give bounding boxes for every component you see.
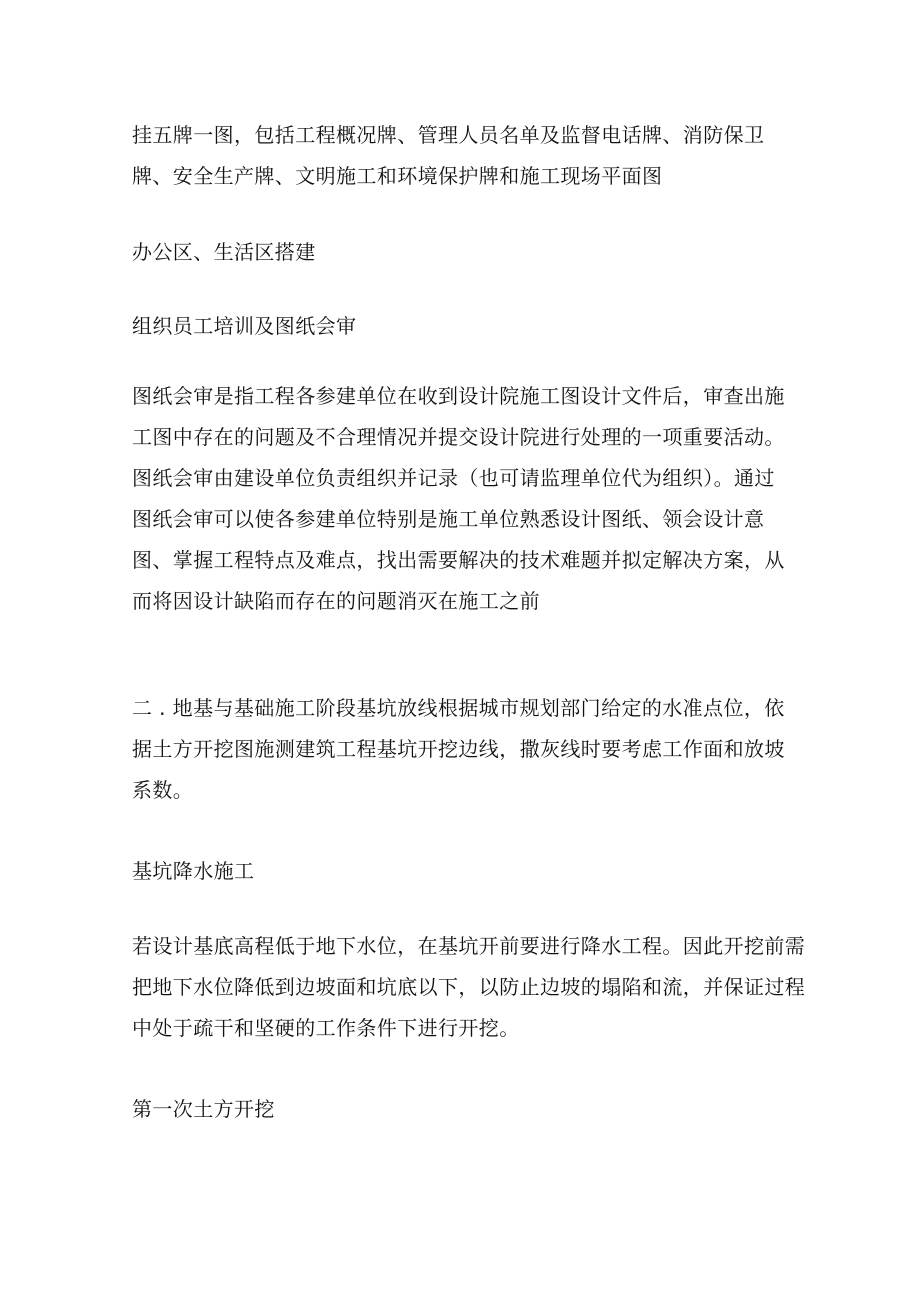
text-line: 图、掌握工程特点及难点，找出需要解决的技术难题并拟定解决方案，从 [132, 548, 785, 572]
text-line: 组织员工培训及图纸会审 [132, 314, 357, 338]
text-line: 第一次土方开挖 [132, 1097, 275, 1121]
paragraph-dewatering [132, 926, 804, 1049]
text-line: 办公区、生活区搭建 [132, 240, 316, 264]
text-line: 二 . 地基与基础施工阶段基坑放线根据城市规划部门给定的水准点位，依 [132, 696, 785, 720]
paragraph-dewatering-heading [132, 851, 804, 892]
text-line: 基坑降水施工 [132, 859, 255, 883]
text-line: 而将因设计缺陷而存在的问题消灭在施工之前 [132, 589, 540, 613]
text-line: 若设计基底高程低于地下水位，在基坑开前要进行降水工程。因此开挖前需 [132, 934, 806, 958]
paragraph-drawing-review [132, 376, 804, 622]
text-line: 工图中存在的问题及不合理情况并提交设计院进行处理的一项重要活动。 [132, 425, 785, 449]
text-line: 图纸会审由建设单位负责组织并记录（也可请监理单位代为组织）。通过 [132, 466, 775, 490]
text-line: 牌、安全生产牌、文明施工和环境保护牌和施工现场平面图 [132, 164, 663, 188]
text-line: 系数。 [132, 778, 194, 802]
paragraph-first-excavation [132, 1089, 804, 1130]
paragraph-foundation-stage [132, 688, 804, 811]
text-line: 中处于疏干和坚硬的工作条件下进行开挖。 [132, 1016, 520, 1040]
text-line: 图纸会审可以使各参建单位特别是施工单位熟悉设计图纸、领会设计意 [132, 507, 765, 531]
paragraph-office-area [132, 232, 804, 273]
text-line: 把地下水位降低到边坡面和坑底以下，以防止边坡的塌陷和流，并保证过程 [132, 975, 806, 999]
text-line: 挂五牌一图，包括工程概况牌、管理人员名单及监督电话牌、消防保卫 [132, 123, 765, 147]
text-line: 据土方开挖图施测建筑工程基坑开挖边线，撒灰线时要考虑工作面和放坡 [132, 737, 785, 761]
paragraph-signboards [132, 115, 804, 197]
text-line: 图纸会审是指工程各参建单位在收到设计院施工图设计文件后，审查出施 [132, 384, 785, 408]
paragraph-training [132, 306, 804, 347]
